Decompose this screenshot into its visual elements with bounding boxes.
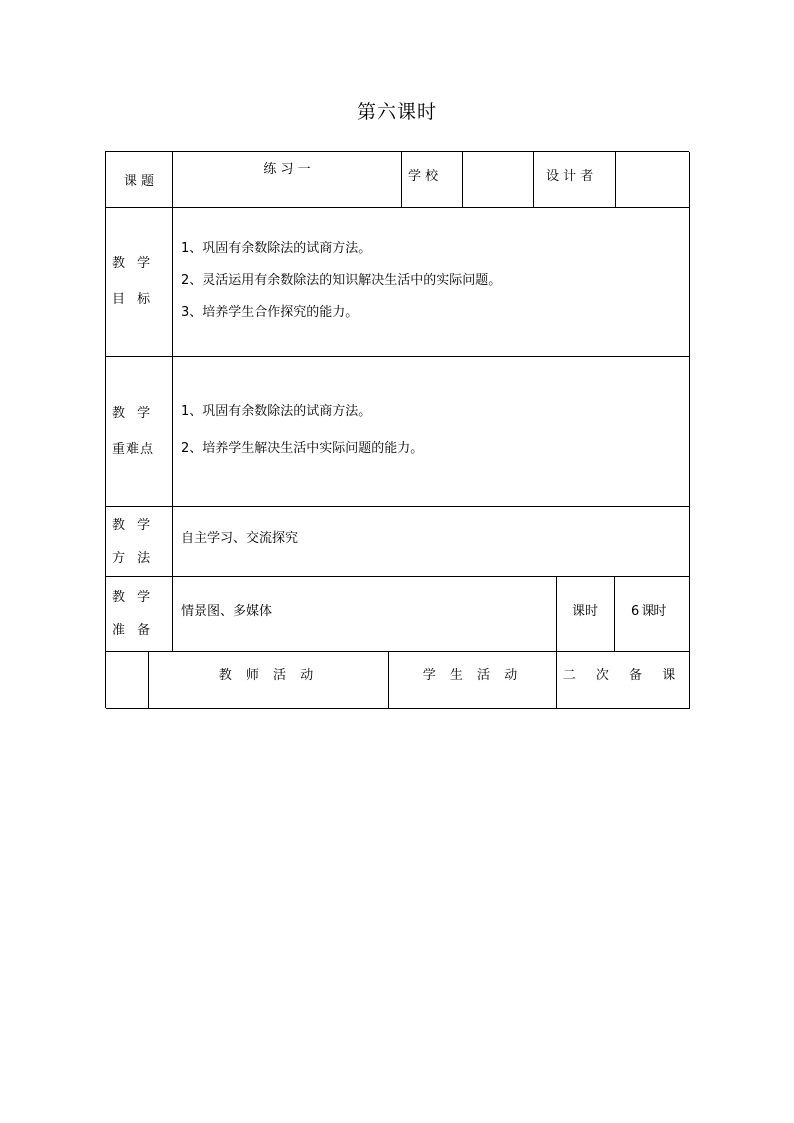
designer-value xyxy=(616,152,690,208)
goal-item: 3、培养学生合作探究的能力。 xyxy=(181,305,359,320)
subject-value xyxy=(173,152,402,208)
designer-label xyxy=(534,152,616,208)
activities-blank-cell xyxy=(106,652,149,709)
key-points-label-line1: 教 学 xyxy=(112,405,155,421)
preparation-label xyxy=(106,577,173,652)
preparation-content xyxy=(173,577,557,652)
revision-header xyxy=(557,652,690,709)
method-content xyxy=(173,507,690,577)
revision-text: 二 次 备 课 xyxy=(562,667,684,683)
period-label xyxy=(557,577,615,652)
goals-label xyxy=(106,208,173,357)
method-label-line2: 方 法 xyxy=(112,550,155,566)
goals-label-line1: 教 学 xyxy=(112,256,155,271)
period-value xyxy=(615,577,690,652)
subject-label-text: 课 题 xyxy=(123,174,155,189)
method-label-line1: 教 学 xyxy=(112,517,155,533)
key-points-label-line2: 重难点 xyxy=(112,441,155,457)
school-value xyxy=(463,152,534,208)
goals-label-line2: 目 标 xyxy=(112,292,155,307)
preparation-value: 情景图、多媒体 xyxy=(181,604,273,619)
goal-item: 1、巩固有余数除法的试商方法。 xyxy=(181,241,372,256)
student-activity-header xyxy=(389,652,557,709)
key-points-label xyxy=(106,357,173,507)
key-point-item: 2、培养学生解决生活中实际问题的能力。 xyxy=(181,441,424,456)
key-points-content xyxy=(173,357,690,507)
student-activity-text: 学 生 活 动 xyxy=(422,667,523,683)
goals-content xyxy=(173,208,690,357)
school-label xyxy=(402,152,463,208)
method-value: 自主学习、交流探究 xyxy=(181,531,299,546)
teacher-activity-text: 教 师 活 动 xyxy=(218,667,319,683)
preparation-label-line1: 教 学 xyxy=(112,590,155,605)
preparation-label-line2: 准 备 xyxy=(112,623,155,638)
method-label xyxy=(106,507,173,577)
subject-label xyxy=(106,152,173,208)
school-label-text: 学 校 xyxy=(408,169,439,184)
key-point-item: 1、巩固有余数除法的试商方法。 xyxy=(181,404,372,419)
teacher-activity-header xyxy=(149,652,389,709)
page-title: 第六课时 xyxy=(356,101,437,123)
goal-item: 2、灵活运用有余数除法的知识解决生活中的实际问题。 xyxy=(181,273,502,288)
subject-value-text: 练 习 一 xyxy=(263,162,311,177)
designer-label-text: 设 计 者 xyxy=(546,169,594,184)
period-label-text: 课时 xyxy=(572,604,599,619)
lesson-plan-table xyxy=(105,151,689,708)
period-value-text: 6 课时 xyxy=(631,604,666,619)
